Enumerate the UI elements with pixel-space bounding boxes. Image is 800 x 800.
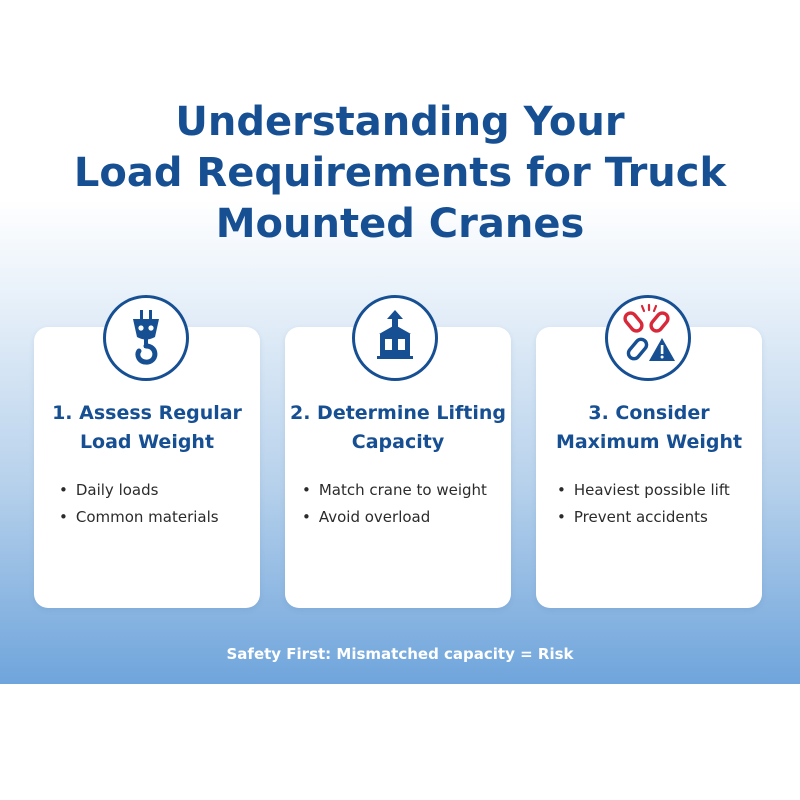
bullet-item: • Avoid overload bbox=[302, 504, 528, 531]
broken-chain-warning-icon bbox=[605, 295, 691, 381]
page-title bbox=[0, 97, 800, 250]
step-title-line: 2. Determine Lifting bbox=[290, 402, 506, 424]
bullet-item: • Common materials bbox=[59, 504, 285, 531]
crane-hook-icon bbox=[103, 295, 189, 381]
bullet-item: • Prevent accidents bbox=[557, 504, 783, 531]
step-title-line: 1. Assess Regular bbox=[52, 402, 242, 424]
step-title-line: Capacity bbox=[351, 431, 445, 453]
step-title-line: Load Weight bbox=[79, 431, 215, 453]
title-line-3: Mounted Cranes bbox=[215, 201, 585, 247]
lifting-capacity-icon bbox=[352, 295, 438, 381]
step-title-line: 3. Consider bbox=[588, 402, 710, 424]
title-line-2: Load Requirements for Truck bbox=[73, 150, 727, 196]
bullet-item: • Daily loads bbox=[59, 477, 285, 504]
bullet-list bbox=[536, 477, 783, 531]
title-line-1: Understanding Your bbox=[175, 99, 625, 145]
step-title-line: Maximum Weight bbox=[555, 431, 743, 453]
bullet-item: • Match crane to weight bbox=[302, 477, 528, 504]
safety-note: Safety First: Mismatched capacity = Risk bbox=[226, 645, 574, 663]
bullet-list bbox=[34, 477, 285, 531]
bullet-list bbox=[285, 477, 528, 531]
step-card-title bbox=[34, 399, 260, 457]
bullet-item: • Heaviest possible lift bbox=[557, 477, 783, 504]
step-card-title bbox=[285, 399, 511, 457]
step-card-title bbox=[536, 399, 762, 457]
